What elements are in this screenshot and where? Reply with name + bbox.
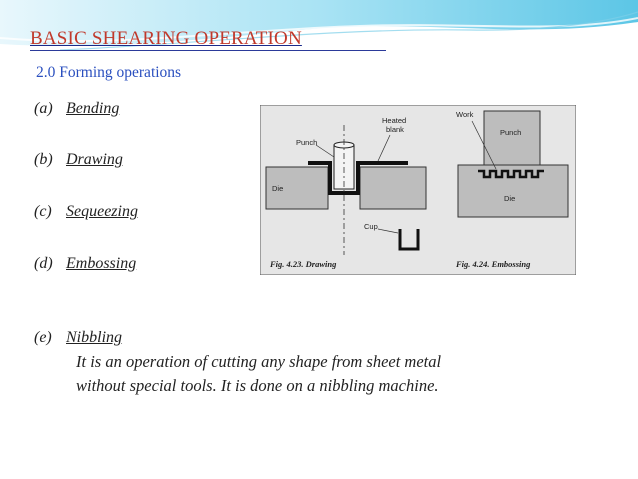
punch-label: Punch (296, 138, 318, 147)
list-item-nibbling (34, 329, 122, 347)
description-line: without special tools. It is done on a nibbling machine. (76, 376, 439, 395)
cup-label: Cup (364, 222, 378, 231)
item-text: Sequeezing (66, 203, 138, 220)
list-item-embossing (34, 255, 136, 273)
slide-title: BASIC SHEARING OPERATION (30, 28, 302, 49)
item-text: Drawing (66, 151, 123, 168)
work-label: Work (456, 110, 474, 119)
item-text: Bending (66, 100, 120, 117)
item-text: Nibbling (66, 329, 123, 346)
item-marker: (b) (34, 151, 53, 168)
description-line: It is an operation of cutting any shape from sheet metal (76, 352, 442, 371)
die-label: Die (272, 184, 284, 193)
forming-figure (260, 105, 576, 275)
list-item-squeezing (34, 203, 138, 221)
title-underline (30, 50, 386, 51)
item-marker: (a) (34, 100, 53, 117)
caption-drawing: Fig. 4.23. Drawing (270, 259, 337, 269)
blank-label: blank (386, 125, 404, 134)
nibbling-description (76, 350, 596, 398)
caption-embossing: Fig. 4.24. Embossing (456, 259, 531, 269)
list-item-bending (34, 100, 119, 118)
emboss-die-label: Die (504, 194, 516, 203)
emboss-punch-label: Punch (500, 128, 522, 137)
item-marker: (e) (34, 329, 52, 346)
section-subtitle: 2.0 Forming operations (36, 64, 182, 81)
list-item-drawing (34, 151, 123, 169)
item-marker: (c) (34, 203, 52, 220)
item-marker: (d) (34, 255, 53, 272)
item-text: Embossing (66, 255, 137, 272)
heated-label: Heated (382, 116, 407, 125)
